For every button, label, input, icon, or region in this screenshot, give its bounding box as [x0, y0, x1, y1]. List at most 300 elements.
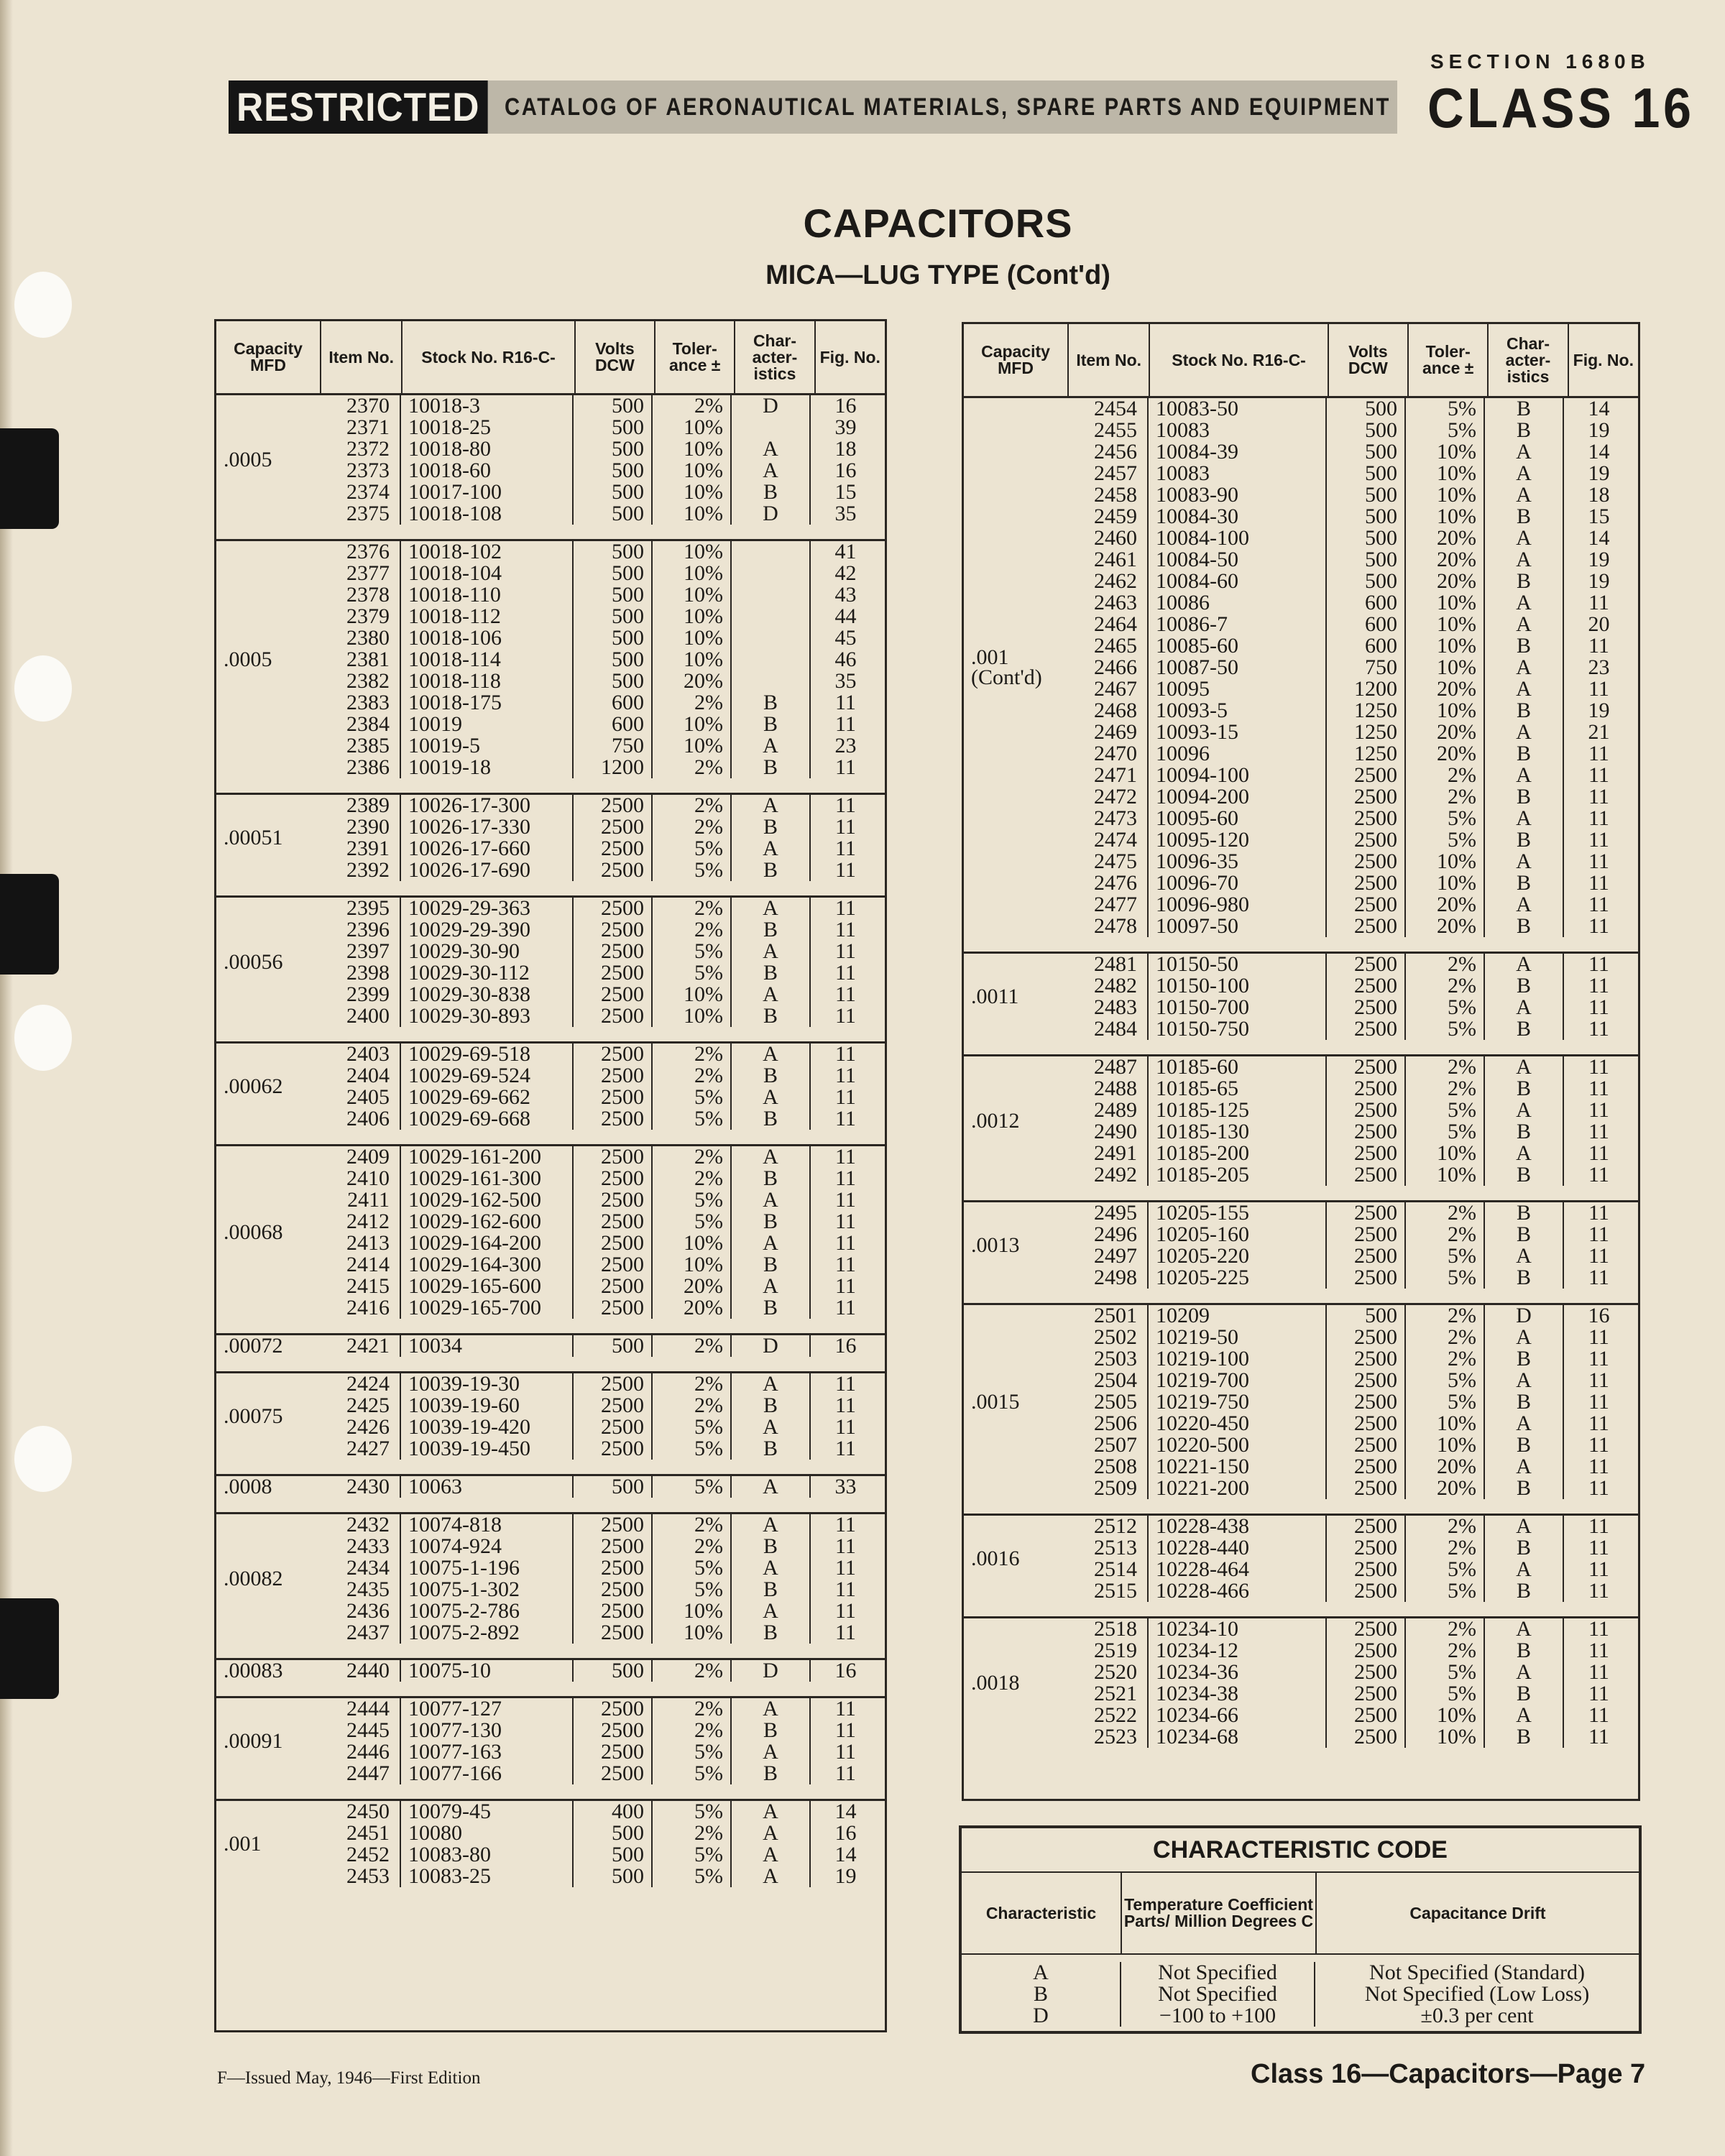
volts-dcw: 2500: [574, 1189, 653, 1211]
stock-number: 10185-60: [1149, 1056, 1327, 1078]
tolerance: 5%: [1406, 1683, 1485, 1705]
item-number: 2467: [1068, 678, 1149, 700]
stock-number: 10234-68: [1149, 1726, 1327, 1748]
tolerance: 2%: [653, 816, 732, 838]
item-number: 2433: [321, 1536, 401, 1557]
stock-number: 10018-106: [401, 627, 574, 649]
table-row: [321, 714, 880, 735]
volts-dcw: 2500: [574, 1087, 653, 1108]
table-row: [1068, 1267, 1634, 1289]
tolerance: 2%: [653, 1373, 732, 1395]
tolerance: 5%: [653, 1211, 732, 1233]
fig-number: 11: [835, 1145, 856, 1169]
fig-number: 11: [1588, 785, 1609, 808]
table-row: [321, 1373, 880, 1395]
table-row: [321, 1622, 880, 1644]
table-row: [321, 1005, 880, 1027]
capacity-value: .00083: [224, 1659, 283, 1682]
group-rows: [321, 1698, 880, 1784]
item-number: 2379: [321, 606, 401, 627]
stock-number: 10084-30: [1149, 506, 1327, 528]
stock-number: 10094-100: [1149, 765, 1327, 786]
item-number: 2432: [321, 1514, 401, 1536]
characteristic: [732, 649, 811, 671]
stock-number: 10095-60: [1149, 808, 1327, 829]
stock-number: 10234-12: [1149, 1640, 1327, 1662]
item-number: 2475: [1068, 851, 1149, 872]
capacity-value: .00056: [224, 950, 283, 974]
stock-number: 10205-225: [1149, 1267, 1327, 1289]
col-capacitance-drift: Capacitance Drift: [1409, 1903, 1546, 1922]
table-row: [321, 1536, 880, 1557]
fig-number: 11: [835, 815, 856, 839]
fig-number: 11: [835, 1513, 856, 1537]
volts-dcw: 2500: [574, 838, 653, 860]
item-number: 2384: [321, 714, 401, 735]
characteristic: A: [1485, 1245, 1564, 1267]
table-row: [1068, 528, 1634, 549]
fig-number: 16: [834, 394, 857, 418]
fig-number: 11: [1588, 974, 1609, 998]
item-number: 2497: [1068, 1245, 1149, 1267]
volts-dcw: 2500: [1327, 1370, 1406, 1391]
item-number: 2514: [1068, 1559, 1149, 1580]
table-row: [321, 1233, 880, 1254]
table-row: [321, 503, 880, 525]
item-number: 2435: [321, 1579, 401, 1600]
stock-number: 10084-100: [1149, 528, 1327, 549]
stock-number: 10029-29-390: [401, 919, 574, 941]
tolerance: 10%: [653, 503, 732, 525]
characteristic: A: [1485, 808, 1564, 829]
volts-dcw: 2500: [1327, 1662, 1406, 1683]
characteristic: B: [1485, 398, 1564, 420]
stock-number: 10094-200: [1149, 786, 1327, 808]
stock-number: 10018-108: [401, 503, 574, 525]
volts-dcw: 2500: [1327, 1348, 1406, 1370]
capacity-group: [964, 952, 1638, 1040]
tolerance: 5%: [653, 1741, 732, 1763]
item-number: 2501: [1068, 1305, 1149, 1327]
stock-number: 10018-118: [401, 671, 574, 692]
code-temp-coefficient: −100 to +100: [1121, 2005, 1315, 2027]
volts-dcw: 2500: [1327, 1559, 1406, 1580]
header-banner: [229, 80, 1397, 134]
table-row: [321, 563, 880, 584]
capacity-value: .00062: [224, 1074, 283, 1098]
index-tab: [0, 874, 59, 975]
table-row: [321, 1823, 880, 1844]
volts-dcw: 2500: [574, 1763, 653, 1784]
table-row: [1068, 1580, 1634, 1602]
characteristic: B: [1485, 1121, 1564, 1143]
fig-number: 11: [835, 1437, 856, 1460]
scan-edge: [0, 0, 13, 2156]
characteristic: B: [1485, 571, 1564, 592]
capacity-value: .0011: [971, 985, 1019, 1008]
item-number: 2411: [321, 1189, 401, 1211]
characteristic: B: [732, 1622, 811, 1644]
stock-number: 10093-15: [1149, 722, 1327, 743]
fig-number: 11: [1588, 1120, 1609, 1143]
characteristic: A: [1485, 1705, 1564, 1726]
item-number: 2461: [1068, 549, 1149, 571]
stock-number: 10029-69-662: [401, 1087, 574, 1108]
item-number: 2502: [1068, 1327, 1149, 1348]
characteristic: A: [732, 838, 811, 860]
tolerance: 20%: [1406, 571, 1485, 592]
page-subtitle: MICA—LUG TYPE (Cont'd): [765, 260, 1110, 290]
volts-dcw: 2500: [574, 795, 653, 816]
item-number: 2454: [1068, 398, 1149, 420]
table-row: [321, 1335, 880, 1357]
volts-dcw: 2500: [1327, 1705, 1406, 1726]
fig-number: 33: [834, 1475, 857, 1498]
fig-number: 11: [835, 1085, 856, 1109]
fig-number: 11: [1588, 1536, 1609, 1560]
stock-number: 10234-10: [1149, 1618, 1327, 1640]
table-row: [321, 1720, 880, 1741]
item-number: 2395: [321, 898, 401, 919]
volts-dcw: 2500: [574, 1416, 653, 1438]
volts-dcw: 2500: [574, 860, 653, 881]
characteristic: B: [1485, 1391, 1564, 1413]
characteristic: A: [732, 1698, 811, 1720]
table-row: [1068, 765, 1634, 786]
group-rows: [321, 898, 880, 1027]
stock-number: 10096-70: [1149, 872, 1327, 894]
volts-dcw: 1250: [1327, 743, 1406, 765]
volts-dcw: 2500: [1327, 1726, 1406, 1748]
table-row: [321, 1514, 880, 1536]
table-row: [1068, 851, 1634, 872]
stock-number: 10079-45: [401, 1801, 574, 1823]
tolerance: 2%: [1406, 1640, 1485, 1662]
fig-number: 11: [1588, 1368, 1609, 1392]
volts-dcw: 2500: [574, 1741, 653, 1763]
volts-dcw: 2500: [574, 1211, 653, 1233]
item-number: 2491: [1068, 1143, 1149, 1164]
stock-number: 10219-50: [1149, 1327, 1327, 1348]
tolerance: 2%: [653, 1065, 732, 1087]
capacity-value: .0005: [224, 448, 272, 471]
fig-number: 21: [1588, 720, 1610, 744]
tolerance: 5%: [1406, 420, 1485, 441]
tolerance: 2%: [1406, 1224, 1485, 1245]
volts-dcw: 1200: [1327, 678, 1406, 700]
tolerance: 5%: [653, 1801, 732, 1823]
characteristic: B: [1485, 1434, 1564, 1456]
characteristic: B: [1485, 1164, 1564, 1186]
stock-number: 10029-162-600: [401, 1211, 574, 1233]
characteristic: B: [1485, 1202, 1564, 1224]
tolerance: 5%: [1406, 398, 1485, 420]
table-row: [321, 1741, 880, 1763]
tolerance: 5%: [653, 962, 732, 984]
table-row: [321, 1146, 880, 1168]
col-characteristics: Char- acter- istics: [735, 321, 815, 393]
col-capacity: Capacity MFD: [216, 321, 321, 393]
characteristic: A: [732, 984, 811, 1005]
stock-number: 10150-700: [1149, 997, 1327, 1018]
volts-dcw: 2500: [1327, 1640, 1406, 1662]
tolerance: 5%: [1406, 1267, 1485, 1289]
tolerance: 5%: [653, 1108, 732, 1130]
fig-number: 23: [834, 734, 857, 757]
stock-number: 10219-100: [1149, 1348, 1327, 1370]
characteristic: A: [732, 1844, 811, 1866]
fig-number: 35: [834, 669, 857, 693]
item-number: 2483: [1068, 997, 1149, 1018]
fig-number: 11: [835, 1761, 856, 1785]
item-number: 2450: [321, 1801, 401, 1823]
item-number: 2437: [321, 1622, 401, 1644]
table-row: [321, 1044, 880, 1065]
fig-number: 11: [1588, 1390, 1609, 1414]
capacity-group: [964, 1054, 1638, 1186]
stock-number: 10029-30-838: [401, 984, 574, 1005]
item-number: 2385: [321, 735, 401, 757]
table-row: [1068, 1705, 1634, 1726]
characteristic: B: [732, 860, 811, 881]
capacity-group: [216, 793, 885, 881]
characteristic: A: [1485, 722, 1564, 743]
tolerance: 5%: [653, 838, 732, 860]
characteristic: A: [1485, 678, 1564, 700]
fig-number: 11: [1588, 1476, 1609, 1500]
tolerance: 5%: [1406, 997, 1485, 1018]
volts-dcw: 2500: [1327, 829, 1406, 851]
item-number: 2488: [1068, 1078, 1149, 1100]
fig-number: 11: [1588, 677, 1609, 701]
tolerance: 2%: [653, 1146, 732, 1168]
capacity-value: .00075: [224, 1404, 283, 1428]
characteristic: A: [1485, 1516, 1564, 1537]
capacity-group: [216, 539, 885, 778]
volts-dcw: 500: [574, 417, 653, 438]
item-number: 2512: [1068, 1516, 1149, 1537]
fig-number: 11: [1588, 1266, 1609, 1289]
item-number: 2382: [321, 671, 401, 692]
group-rows: [1068, 1618, 1634, 1748]
volts-dcw: 2500: [1327, 1164, 1406, 1186]
tolerance: 2%: [1406, 1537, 1485, 1559]
stock-number: 10087-50: [1149, 657, 1327, 678]
fig-number: 39: [834, 415, 857, 439]
table-row: [1068, 1164, 1634, 1186]
stock-number: 10018-110: [401, 584, 574, 606]
characteristic: B: [732, 1065, 811, 1087]
characteristic: A: [1485, 528, 1564, 549]
table-row: [1068, 1413, 1634, 1434]
tolerance: 2%: [1406, 1516, 1485, 1537]
volts-dcw: 2500: [574, 1622, 653, 1644]
table-row: [321, 919, 880, 941]
characteristic: B: [1485, 420, 1564, 441]
stock-number: 10150-750: [1149, 1018, 1327, 1040]
volts-dcw: 2500: [1327, 916, 1406, 937]
characteristic: A: [732, 1189, 811, 1211]
col-volts: Volts DCW: [1329, 324, 1409, 396]
item-number: 2373: [321, 460, 401, 482]
tolerance: 2%: [653, 395, 732, 417]
stock-number: 10075-2-892: [401, 1622, 574, 1644]
volts-dcw: 500: [574, 606, 653, 627]
stock-number: 10077-163: [401, 1741, 574, 1763]
characteristic: A: [732, 1823, 811, 1844]
fig-number: 20: [1588, 612, 1610, 636]
fig-number: 11: [835, 1740, 856, 1764]
tolerance: 10%: [653, 627, 732, 649]
stock-number: 10234-36: [1149, 1662, 1327, 1683]
tolerance: 2%: [653, 1660, 732, 1682]
volts-dcw: 2500: [1327, 1618, 1406, 1640]
tolerance: 2%: [1406, 954, 1485, 975]
fig-number: 42: [834, 561, 857, 585]
capacity-group: [216, 1799, 885, 1887]
fig-number: 11: [1588, 828, 1609, 852]
tolerance: 2%: [653, 692, 732, 714]
right-capacitor-table: [962, 322, 1640, 1801]
fig-number: 11: [1588, 742, 1609, 765]
characteristic: A: [732, 1373, 811, 1395]
characteristic: D: [732, 395, 811, 417]
code-drift: Not Specified (Standard): [1369, 1961, 1585, 1984]
fig-number: 11: [835, 691, 856, 714]
tolerance: 10%: [1406, 635, 1485, 657]
code-row: [962, 1984, 1639, 2005]
tolerance: 10%: [653, 584, 732, 606]
fig-number: 45: [834, 626, 857, 650]
tolerance: 10%: [1406, 592, 1485, 614]
item-number: 2489: [1068, 1100, 1149, 1121]
item-number: 2424: [321, 1373, 401, 1395]
characteristic: B: [1485, 635, 1564, 657]
table-row: [1068, 1056, 1634, 1078]
item-number: 2520: [1068, 1662, 1149, 1683]
volts-dcw: 500: [574, 563, 653, 584]
stock-number: 10019-5: [401, 735, 574, 757]
item-number: 2445: [321, 1720, 401, 1741]
fig-number: 11: [835, 1556, 856, 1580]
stock-number: 10234-66: [1149, 1705, 1327, 1726]
fig-number: 18: [834, 437, 857, 461]
item-number: 2503: [1068, 1348, 1149, 1370]
volts-dcw: 2500: [1327, 765, 1406, 786]
stock-number: 10029-165-700: [401, 1297, 574, 1319]
volts-dcw: 2500: [574, 1254, 653, 1276]
characteristic: A: [732, 1476, 811, 1498]
tolerance: 2%: [653, 1823, 732, 1844]
characteristic: A: [1485, 1143, 1564, 1164]
stock-number: 10084-50: [1149, 549, 1327, 571]
code-row: [962, 2005, 1639, 2027]
table-row: [321, 1108, 880, 1130]
table-row: [321, 649, 880, 671]
tolerance: 2%: [1406, 975, 1485, 997]
volts-dcw: 600: [1327, 635, 1406, 657]
tolerance: 5%: [1406, 1121, 1485, 1143]
tolerance: 2%: [1406, 786, 1485, 808]
item-number: 2469: [1068, 722, 1149, 743]
table-row: [321, 838, 880, 860]
table-row: [321, 438, 880, 460]
item-number: 2452: [321, 1844, 401, 1866]
stock-number: 10085-60: [1149, 635, 1327, 657]
tolerance: 2%: [653, 898, 732, 919]
item-number: 2421: [321, 1335, 401, 1357]
fig-number: 11: [835, 1253, 856, 1276]
fig-number: 11: [1588, 1660, 1609, 1684]
volts-dcw: 2500: [1327, 975, 1406, 997]
volts-dcw: 2500: [574, 1005, 653, 1027]
capacity-group: [216, 395, 885, 525]
fig-number: 11: [835, 961, 856, 985]
fig-number: 11: [1588, 1579, 1609, 1603]
stock-number: 10075-10: [401, 1660, 574, 1682]
capacity-group: [216, 895, 885, 1027]
characteristic: B: [732, 1438, 811, 1460]
capacity-group: [216, 1371, 885, 1460]
volts-dcw: 2500: [1327, 1245, 1406, 1267]
fig-number: 11: [1588, 1201, 1609, 1225]
stock-number: 10018-104: [401, 563, 574, 584]
characteristic: A: [1485, 997, 1564, 1018]
item-number: 2523: [1068, 1726, 1149, 1748]
binder-hole: [14, 1426, 72, 1492]
item-number: 2415: [321, 1276, 401, 1297]
table-row: [321, 1866, 880, 1887]
table-row: [321, 584, 880, 606]
characteristic: B: [732, 1005, 811, 1027]
characteristic: A: [1485, 765, 1564, 786]
table-row: [321, 1395, 880, 1416]
fig-number: 11: [835, 1372, 856, 1396]
table-row: [321, 898, 880, 919]
characteristic: A: [1485, 657, 1564, 678]
stock-number: 10083-90: [1149, 484, 1327, 506]
stock-number: 10234-38: [1149, 1683, 1327, 1705]
item-number: 2473: [1068, 808, 1149, 829]
characteristic: A: [732, 795, 811, 816]
table-row: [321, 735, 880, 757]
fig-number: 23: [1588, 655, 1610, 679]
fig-number: 11: [835, 1188, 856, 1212]
table-row: [321, 1211, 880, 1233]
table-row: [1068, 1537, 1634, 1559]
fig-number: 11: [1588, 952, 1609, 976]
stock-number: 10083-80: [401, 1844, 574, 1866]
characteristic: A: [1485, 1456, 1564, 1478]
tolerance: 10%: [1406, 1434, 1485, 1456]
item-number: 2496: [1068, 1224, 1149, 1245]
stock-number: 10075-1-302: [401, 1579, 574, 1600]
stock-number: 10039-19-450: [401, 1438, 574, 1460]
volts-dcw: 2500: [574, 984, 653, 1005]
item-number: 2472: [1068, 786, 1149, 808]
volts-dcw: 2500: [1327, 1413, 1406, 1434]
characteristic: B: [732, 962, 811, 984]
item-number: 2371: [321, 417, 401, 438]
volts-dcw: 2500: [1327, 1478, 1406, 1499]
table-row: [1068, 722, 1634, 743]
tolerance: 10%: [1406, 484, 1485, 506]
tolerance: 10%: [653, 563, 732, 584]
volts-dcw: 2500: [1327, 1456, 1406, 1478]
volts-dcw: 500: [574, 438, 653, 460]
tolerance: 2%: [653, 1335, 732, 1357]
item-number: 2409: [321, 1146, 401, 1168]
